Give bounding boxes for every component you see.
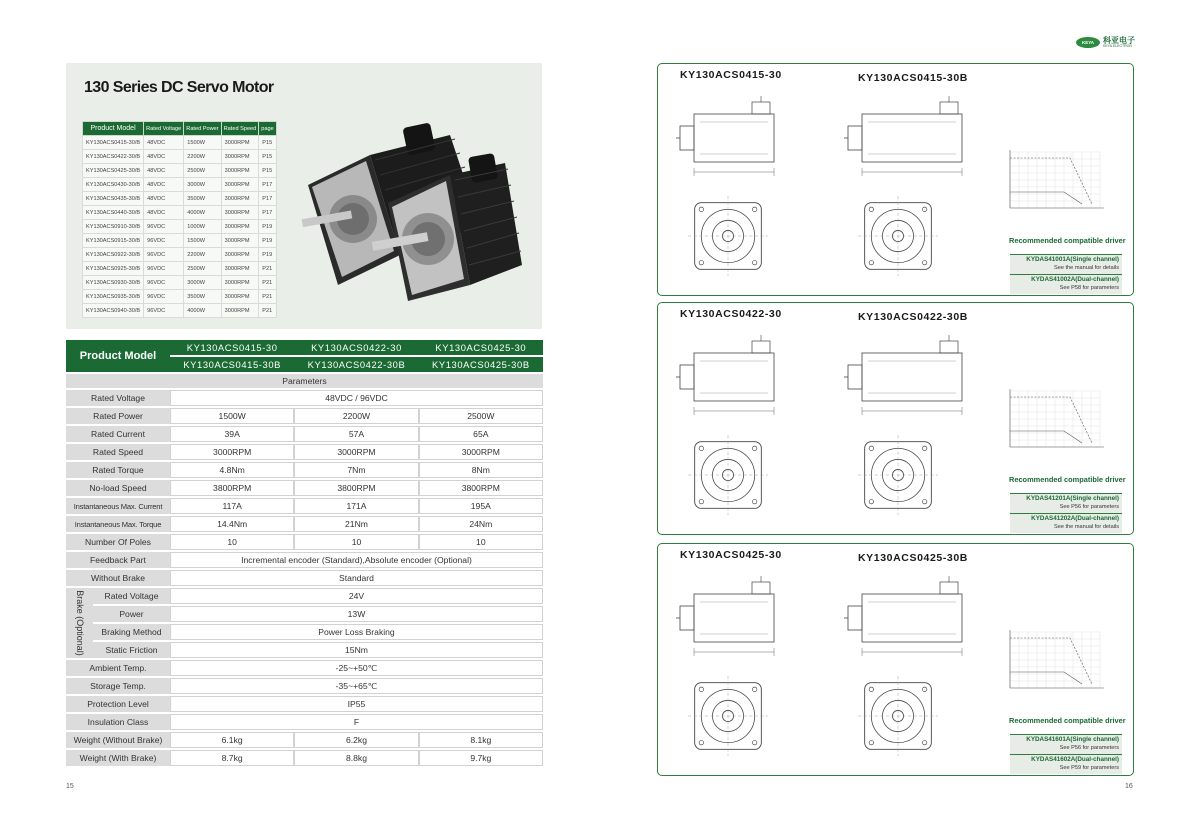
mini-table-cell: 3000W xyxy=(184,178,221,192)
spec-row xyxy=(66,426,543,442)
spec-value: 117A xyxy=(170,498,294,514)
spec-value: 9.7kg xyxy=(419,750,543,766)
model-index-body xyxy=(83,136,277,318)
driver-name: KYDAS41601A(Single channel) xyxy=(1026,736,1119,743)
mini-table-cell: 3000RPM xyxy=(221,290,259,304)
driver-name: KYDAS41202A(Dual-channel) xyxy=(1031,515,1119,522)
mini-table-cell: 96VDC xyxy=(144,304,184,318)
spec-label: Rated Voltage xyxy=(93,588,170,604)
mini-table-row xyxy=(83,220,277,234)
front-view-brake-drawing xyxy=(858,196,938,276)
spec-value: 2200W xyxy=(294,408,418,424)
mini-table-cell: KY130ACS0440-30/B xyxy=(83,206,144,220)
spec-value: 10 xyxy=(170,534,294,550)
spec-value: 3000RPM xyxy=(294,444,418,460)
mini-table-cell: 96VDC xyxy=(144,262,184,276)
mini-table-cell: 96VDC xyxy=(144,290,184,304)
spec-row xyxy=(66,570,543,586)
mini-table-cell: P21 xyxy=(259,304,276,318)
front-view-drawing xyxy=(688,196,768,276)
mini-table-cell: 96VDC xyxy=(144,220,184,234)
spec-label: Rated Speed xyxy=(66,444,170,460)
brand-name-en: KEYA ELECTRON xyxy=(1103,44,1132,48)
spec-label: Insulation Class xyxy=(66,714,170,730)
spec-brake-row xyxy=(66,606,543,622)
driver-item xyxy=(1010,274,1122,294)
model-index-table xyxy=(82,121,277,318)
spec-value: 3800RPM xyxy=(170,480,294,496)
panel-title-standard: KY130ACS0422-30 xyxy=(680,308,782,320)
mini-table-cell: 1500W xyxy=(184,234,221,248)
spec-value: 8.7kg xyxy=(170,750,294,766)
mini-table-cell: 3000RPM xyxy=(221,150,259,164)
motor-drawing-panel xyxy=(657,302,1134,535)
mini-table-cell: 2200W xyxy=(184,150,221,164)
model-header: KY130ACS0415-30 xyxy=(170,340,294,355)
torque-speed-curve xyxy=(1004,148,1114,218)
spec-label: Feedback Part xyxy=(66,552,170,568)
spec-value: 7Nm xyxy=(294,462,418,478)
spec-label: Braking Method xyxy=(93,624,170,640)
spec-value: 24V xyxy=(170,588,543,604)
page-number-right: 16 xyxy=(1125,783,1133,790)
parameters-label: Parameters xyxy=(66,374,543,388)
mini-table-cell: 3000RPM xyxy=(221,206,259,220)
mini-table-row xyxy=(83,276,277,290)
model-header: KY130ACS0425-30 xyxy=(419,340,543,355)
spec-label: Instantaneous Max. Current xyxy=(66,498,170,514)
spec-row xyxy=(66,498,543,514)
spec-value: 6.2kg xyxy=(294,732,418,748)
mini-table-cell: KY130ACS0910-30/B xyxy=(83,220,144,234)
panel-title-brake: KY130ACS0415-30B xyxy=(858,72,968,84)
panel-title-standard: KY130ACS0415-30 xyxy=(680,69,782,81)
brake-group-text: Brake (Optional) xyxy=(74,590,85,656)
page-title: 130 Series DC Servo Motor xyxy=(84,79,274,96)
driver-item xyxy=(1010,734,1122,754)
spec-label: Rated Power xyxy=(66,408,170,424)
recommended-driver-label: Recommended compatible driver xyxy=(1009,475,1126,484)
mini-table-cell: P15 xyxy=(259,150,276,164)
side-view-drawing xyxy=(676,335,786,421)
spec-value: 8.1kg xyxy=(419,732,543,748)
driver-desc: See P59 for parameters xyxy=(1059,765,1119,771)
mini-table-cell: 1000W xyxy=(184,220,221,234)
mini-table-cell: 4000W xyxy=(184,304,221,318)
mini-table-cell: 3500W xyxy=(184,192,221,206)
spec-row xyxy=(66,750,543,766)
servo-motor-photo xyxy=(300,115,522,301)
spec-label: Weight (Without Brake) xyxy=(66,732,170,748)
mini-table-cell: P15 xyxy=(259,136,276,150)
mini-table-cell: 2500W xyxy=(184,262,221,276)
driver-item xyxy=(1010,513,1122,533)
side-view-brake-drawing xyxy=(844,335,974,421)
model-header: KY130ACS0425-30B xyxy=(419,357,543,372)
mini-table-cell: P17 xyxy=(259,206,276,220)
mini-table-cell: P21 xyxy=(259,290,276,304)
driver-item xyxy=(1010,754,1122,774)
mini-table-cell: 3000RPM xyxy=(221,234,259,248)
driver-name: KYDAS41201A(Single channel) xyxy=(1026,495,1119,502)
side-view-brake-drawing xyxy=(844,96,974,182)
front-view-drawing xyxy=(688,676,768,756)
motor-drawing-panel xyxy=(657,63,1134,296)
mini-table-cell: KY130ACS0922-30/B xyxy=(83,248,144,262)
mini-table-cell: 3500W xyxy=(184,290,221,304)
spec-brake-row xyxy=(66,624,543,640)
spec-label: Weight (With Brake) xyxy=(66,750,170,766)
mini-table-cell: P19 xyxy=(259,220,276,234)
spec-value: 3000RPM xyxy=(170,444,294,460)
spec-row xyxy=(66,660,543,676)
spec-header-row xyxy=(66,340,543,355)
spec-value: 3000RPM xyxy=(419,444,543,460)
mini-table-cell: 3000RPM xyxy=(221,304,259,318)
spec-row xyxy=(66,444,543,460)
mini-table-cell: 3000RPM xyxy=(221,276,259,290)
mini-table-row xyxy=(83,136,277,150)
spec-table xyxy=(66,338,543,768)
spec-value: -35~+65℃ xyxy=(170,678,543,694)
brand-name-cn: 科亚电子 xyxy=(1103,36,1135,45)
recommended-driver-label: Recommended compatible driver xyxy=(1009,716,1126,725)
spec-value: 39A xyxy=(170,426,294,442)
hero-section xyxy=(66,63,542,329)
mini-table-cell: P21 xyxy=(259,262,276,276)
mini-table-row xyxy=(83,192,277,206)
front-view-brake-drawing xyxy=(858,676,938,756)
product-model-header: Product Model xyxy=(66,340,170,372)
mini-table-cell: 96VDC xyxy=(144,276,184,290)
spec-value: 2500W xyxy=(419,408,543,424)
mini-table-row xyxy=(83,290,277,304)
spec-value: 48VDC / 96VDC xyxy=(170,390,543,406)
spec-row xyxy=(66,462,543,478)
spec-row xyxy=(66,534,543,550)
mini-table-cell: KY130ACS0425-30/B xyxy=(83,164,144,178)
mini-table-header: page xyxy=(259,122,276,136)
mini-table-cell: 96VDC xyxy=(144,234,184,248)
mini-table-cell: P19 xyxy=(259,248,276,262)
mini-table-cell: 48VDC xyxy=(144,178,184,192)
spec-value: 3800RPM xyxy=(294,480,418,496)
spec-value: 13W xyxy=(170,606,543,622)
mini-table-row xyxy=(83,234,277,248)
mini-table-cell: 96VDC xyxy=(144,248,184,262)
spec-label: Without Brake xyxy=(66,570,170,586)
spec-value: 171A xyxy=(294,498,418,514)
spec-value: 4.8Nm xyxy=(170,462,294,478)
spec-value: 57A xyxy=(294,426,418,442)
side-view-drawing xyxy=(676,96,786,182)
spec-row xyxy=(66,732,543,748)
page-number-left: 15 xyxy=(66,783,74,790)
mini-table-header: Product Model xyxy=(83,122,144,136)
mini-table-cell: P17 xyxy=(259,178,276,192)
mini-table-cell: P17 xyxy=(259,192,276,206)
brake-group-label xyxy=(66,588,93,658)
mini-table-cell: KY130ACS0415-30/B xyxy=(83,136,144,150)
mini-table-cell: 3000RPM xyxy=(221,178,259,192)
driver-item xyxy=(1010,493,1122,513)
spec-value: Power Loss Braking xyxy=(170,624,543,640)
spec-label: Protection Level xyxy=(66,696,170,712)
mini-table-cell: 3000RPM xyxy=(221,220,259,234)
mini-table-cell: 48VDC xyxy=(144,150,184,164)
spec-parameters-row xyxy=(66,374,543,388)
spec-value: 65A xyxy=(419,426,543,442)
spec-row xyxy=(66,408,543,424)
driver-desc: See P56 for parameters xyxy=(1059,745,1119,751)
spec-row xyxy=(66,678,543,694)
mini-table-row xyxy=(83,304,277,318)
spec-value: 24Nm xyxy=(419,516,543,532)
driver-desc: See P56 for parameters xyxy=(1059,504,1119,510)
mini-table-cell: KY130ACS0422-30/B xyxy=(83,150,144,164)
mini-table-cell: 3000RPM xyxy=(221,248,259,262)
spec-value: IP55 xyxy=(170,696,543,712)
mini-table-cell: KY130ACS0435-30/B xyxy=(83,192,144,206)
panel-title-standard: KY130ACS0425-30 xyxy=(680,549,782,561)
spec-value: 10 xyxy=(419,534,543,550)
mini-table-row xyxy=(83,248,277,262)
spec-value: 14.4Nm xyxy=(170,516,294,532)
spec-value: 15Nm xyxy=(170,642,543,658)
spec-value: Incremental encoder (Standard),Absolute encoder (Optional) xyxy=(170,552,543,568)
spec-value: 6.1kg xyxy=(170,732,294,748)
spec-value: 8Nm xyxy=(419,462,543,478)
panel-title-brake: KY130ACS0422-30B xyxy=(858,311,968,323)
mini-table-cell: 1500W xyxy=(184,136,221,150)
mini-table-header: Rated Power xyxy=(184,122,221,136)
mini-table-row xyxy=(83,150,277,164)
front-view-drawing xyxy=(688,435,768,515)
spec-value: 3800RPM xyxy=(419,480,543,496)
front-view-brake-drawing xyxy=(858,435,938,515)
mini-table-row xyxy=(83,262,277,276)
spec-brake-row xyxy=(66,642,543,658)
driver-name: KYDAS41001A(Single channel) xyxy=(1026,256,1119,263)
spec-table-container xyxy=(66,338,543,768)
spec-row xyxy=(66,552,543,568)
spec-row xyxy=(66,714,543,730)
mini-table-cell: P21 xyxy=(259,276,276,290)
panel-title-brake: KY130ACS0425-30B xyxy=(858,552,968,564)
mini-table-cell: KY130ACS0925-30/B xyxy=(83,262,144,276)
mini-table-cell: 3000W xyxy=(184,276,221,290)
mini-table-cell: KY130ACS0935-30/B xyxy=(83,290,144,304)
spec-label: Static Friction xyxy=(93,642,170,658)
mini-table-cell: 2500W xyxy=(184,164,221,178)
spec-row xyxy=(66,480,543,496)
keya-logo-icon: KEYA xyxy=(1076,37,1100,48)
spec-brake-row xyxy=(66,588,543,604)
mini-table-cell: 3000RPM xyxy=(221,136,259,150)
spec-value: 1500W xyxy=(170,408,294,424)
mini-table-cell: 3000RPM xyxy=(221,262,259,276)
spec-value: Standard xyxy=(170,570,543,586)
side-view-drawing xyxy=(676,576,786,662)
model-header: KY130ACS0415-30B xyxy=(170,357,294,372)
driver-name: KYDAS41602A(Dual-channel) xyxy=(1031,756,1119,763)
side-view-brake-drawing xyxy=(844,576,974,662)
spec-label: Number Of Poles xyxy=(66,534,170,550)
mini-table-cell: KY130ACS0940-30/B xyxy=(83,304,144,318)
mini-table-cell: 48VDC xyxy=(144,136,184,150)
mini-table-row xyxy=(83,206,277,220)
mini-table-cell: 4000W xyxy=(184,206,221,220)
spec-row xyxy=(66,696,543,712)
model-index-header xyxy=(83,122,277,136)
driver-desc: See P58 for parameters xyxy=(1059,285,1119,291)
mini-table-cell: KY130ACS0930-30/B xyxy=(83,276,144,290)
spec-value: 10 xyxy=(294,534,418,550)
mini-table-cell: KY130ACS0430-30/B xyxy=(83,178,144,192)
mini-table-header: Rated Voltage xyxy=(144,122,184,136)
mini-table-cell: 48VDC xyxy=(144,192,184,206)
spec-label: No-load Speed xyxy=(66,480,170,496)
recommended-driver-label: Recommended compatible driver xyxy=(1009,236,1126,245)
spec-value: F xyxy=(170,714,543,730)
mini-table-cell: P15 xyxy=(259,164,276,178)
torque-speed-curve xyxy=(1004,387,1114,457)
model-header: KY130ACS0422-30 xyxy=(294,340,418,355)
driver-item xyxy=(1010,254,1122,274)
torque-speed-curve xyxy=(1004,628,1114,698)
spec-row xyxy=(66,390,543,406)
spec-value: -25~+50℃ xyxy=(170,660,543,676)
spec-value: 21Nm xyxy=(294,516,418,532)
mini-table-cell: 2200W xyxy=(184,248,221,262)
model-header: KY130ACS0422-30B xyxy=(294,357,418,372)
spec-row xyxy=(66,516,543,532)
spec-label: Storage Temp. xyxy=(66,678,170,694)
spec-label: Ambient Temp. xyxy=(66,660,170,676)
mini-table-row xyxy=(83,164,277,178)
mini-table-cell: 48VDC xyxy=(144,206,184,220)
mini-table-cell: 3000RPM xyxy=(221,192,259,206)
brand-logo-block xyxy=(1076,37,1135,49)
spec-label: Instantaneous Max. Torque xyxy=(66,516,170,532)
spec-label: Rated Voltage xyxy=(66,390,170,406)
driver-desc: See the manual for details xyxy=(1054,265,1119,271)
mini-table-cell: KY130ACS0915-30/B xyxy=(83,234,144,248)
mini-table-cell: 48VDC xyxy=(144,164,184,178)
driver-name: KYDAS41002A(Dual-channel) xyxy=(1031,276,1119,283)
mini-table-header: Rated Speed xyxy=(221,122,259,136)
spec-value: 195A xyxy=(419,498,543,514)
spec-value: 8.8kg xyxy=(294,750,418,766)
motor-drawing-panel xyxy=(657,543,1134,776)
spec-label: Rated Current xyxy=(66,426,170,442)
spec-label: Rated Torque xyxy=(66,462,170,478)
driver-desc: See the manual for details xyxy=(1054,524,1119,530)
spec-label: Power xyxy=(93,606,170,622)
mini-table-cell: P19 xyxy=(259,234,276,248)
mini-table-cell: 3000RPM xyxy=(221,164,259,178)
mini-table-row xyxy=(83,178,277,192)
